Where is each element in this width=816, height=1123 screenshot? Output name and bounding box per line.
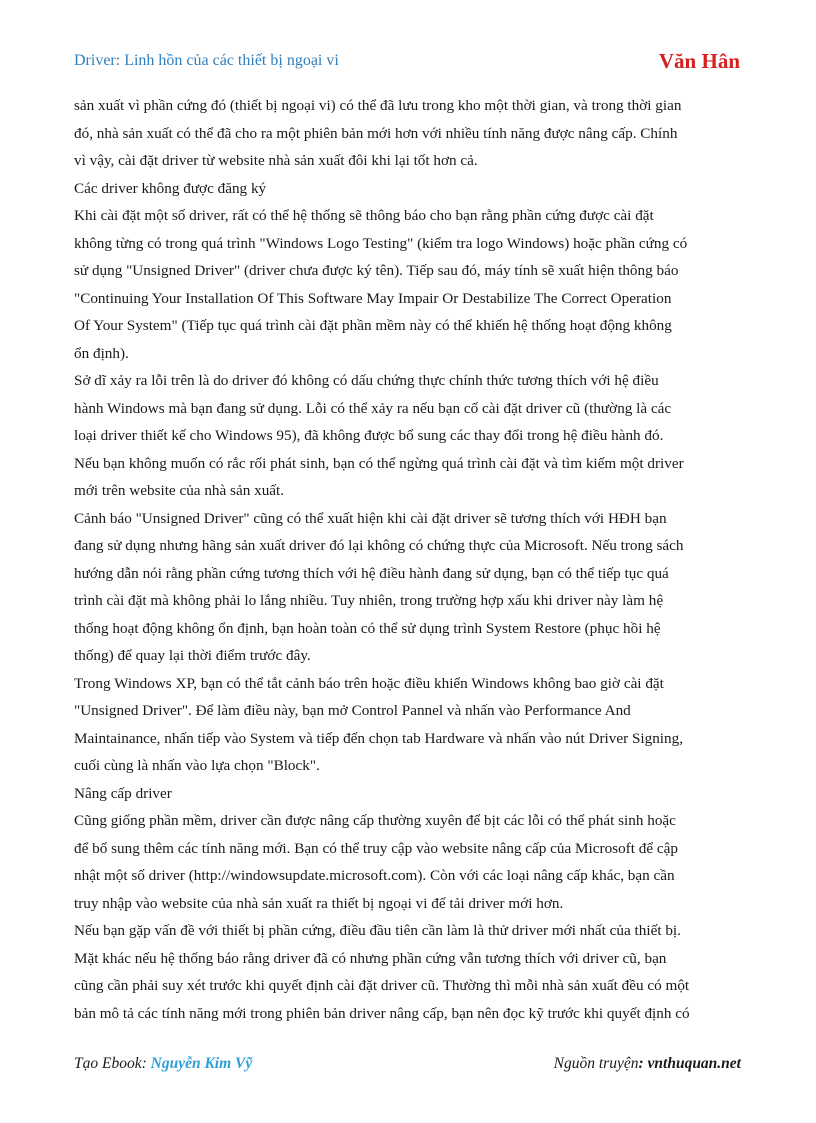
header-title: Driver: Linh hồn của các thiết bị ngoại vi (74, 52, 339, 69)
body-line: vì vậy, cài đặt driver từ website nhà sản xuất đôi khi lại tốt hơn cả. (74, 152, 478, 169)
body-line: "Unsigned Driver". Để làm điều này, bạn mở Control Pannel và nhấn vào Performance And (74, 702, 631, 719)
body-line: sử dụng "Unsigned Driver" (driver chưa được ký tên). Tiếp sau đó, máy tính sẽ xuất hiện thông báo (74, 262, 679, 279)
body-line: Khi cài đặt một số driver, rất có thể hệ thống sẽ thông báo cho bạn rằng phần cứng được cài đặt (74, 207, 654, 224)
body-line: cũng cần phải suy xét trước khi quyết định cài đặt driver cũ. Thường thì mỗi nhà sản xuất đều có một (74, 977, 690, 994)
body-line: Nếu bạn gặp vấn đề với thiết bị phần cứng, điều đầu tiên cần làm là thử driver mới nhất của thiết bị. (74, 922, 681, 939)
body-line: Mặt khác nếu hệ thống báo rằng driver đã có nhưng phần cứng vẫn tương thích với driver cũ, bạn (74, 949, 667, 967)
body-line: ổn định). (74, 344, 129, 362)
body-line: mới trên website của nhà sản xuất. (74, 482, 285, 499)
body-line: đang sử dụng nhưng hãng sản xuất driver đó lại không có chứng thực của Microsoft. Nếu trong sách (74, 537, 684, 554)
body-line: Trong Windows XP, bạn có thể tắt cảnh báo trên hoặc điều khiển Windows không bao giờ cài đặt (74, 674, 664, 692)
body-line: truy nhập vào website của nhà sản xuất ra thiết bị ngoại vi để tải driver mới hơn. (74, 894, 564, 912)
header-author: Văn Hân (658, 49, 740, 73)
body-line: Nếu bạn không muốn có rắc rối phát sinh, bạn có thể ngừng quá trình cài đặt và tìm kiếm một driver (74, 454, 684, 472)
body-line: hành Windows mà bạn đang sử dụng. Lỗi có thể xảy ra nếu bạn cố cài đặt driver cũ (thường là các (74, 399, 672, 417)
body-line: Nâng cấp driver (74, 784, 172, 802)
footer-ebook-label: Tạo Ebook (74, 1055, 142, 1072)
body-line: trình cài đặt mà không phải lo lắng nhiều. Tuy nhiên, trong trường hợp xấu khi driver này làm hệ (74, 592, 664, 609)
body-line: thống hoạt động không ổn định, bạn hoàn toàn có thể sử dụng trình System Restore (phục hồi hệ (74, 619, 661, 637)
footer-ebook-separator: : (141, 1055, 151, 1072)
footer-source-label: Nguồn truyện (553, 1055, 639, 1072)
body-line: hướng dẫn nói rằng phần cứng tương thích với hệ điều hành đang sử dụng, bạn có thể tiếp tục quá (74, 564, 669, 582)
footer-source-separator: : (638, 1055, 648, 1072)
body-line: Cũng giống phần mềm, driver cần được nâng cấp thường xuyên để bịt các lỗi có thể phát sinh hoặc (74, 812, 676, 829)
body-line: Sở dĩ xảy ra lỗi trên là do driver đó không có dấu chứng thực chính thức tương thích với hệ điều (74, 372, 659, 389)
body-line: Maintainance, nhấn tiếp vào System và tiếp đến chọn tab Hardware và nhấn vào nút Driver Signing, (74, 729, 684, 747)
body-line: thống) để quay lại thời điểm trước đây. (74, 647, 311, 664)
body-line: Các driver không được đăng ký (74, 179, 267, 197)
body-line: không từng có trong quá trình "Windows Logo Testing" (kiểm tra logo Windows) hoặc phần cứng có (74, 234, 688, 252)
footer-source-site: vnthuquan.net (647, 1055, 741, 1072)
body-line: cuối cùng là nhấn vào lựa chọn "Block". (74, 757, 320, 774)
footer-ebook-credit (74, 1055, 252, 1073)
body-line: loại driver thiết kế cho Windows 95), đã không được bổ sung các thay đổi trong hệ điều hành đó. (74, 427, 664, 444)
body-line: "Continuing Your Installation Of This Software May Impair Or Destabilize The Correct Operation (74, 289, 672, 307)
footer-source-credit (554, 1055, 741, 1073)
body-line: bản mô tả các tính năng mới trong phiên bản driver nâng cấp, bạn nên đọc kỹ trước khi quyết định có (74, 1004, 690, 1022)
body-line: sản xuất vì phần cứng đó (thiết bị ngoại vi) có thể đã lưu trong kho một thời gian, và trong thời gian (74, 97, 682, 114)
body-text (74, 92, 744, 1027)
body-line: đó, nhà sản xuất có thể đã cho ra một phiên bản mới hơn với nhiều tính năng được nâng cấp. Chính (74, 124, 678, 142)
body-line: để bổ sung thêm các tính năng mới. Bạn có thể truy cập vào website nâng cấp của Microsoft để cập (74, 839, 678, 857)
body-line: nhật một số driver (http://windowsupdate.microsoft.com). Còn với các loại nâng cấp khác, bạn cần (74, 867, 675, 884)
body-line: Of Your System" (Tiếp tục quá trình cài đặt phần mềm này có thể khiến hệ thống hoạt động không (74, 317, 672, 334)
footer-ebook-name: Nguyễn Kim Vỹ (150, 1055, 253, 1072)
body-line: Cảnh báo "Unsigned Driver" cũng có thể xuất hiện khi cài đặt driver sẽ tương thích với HĐH bạn (74, 509, 667, 527)
